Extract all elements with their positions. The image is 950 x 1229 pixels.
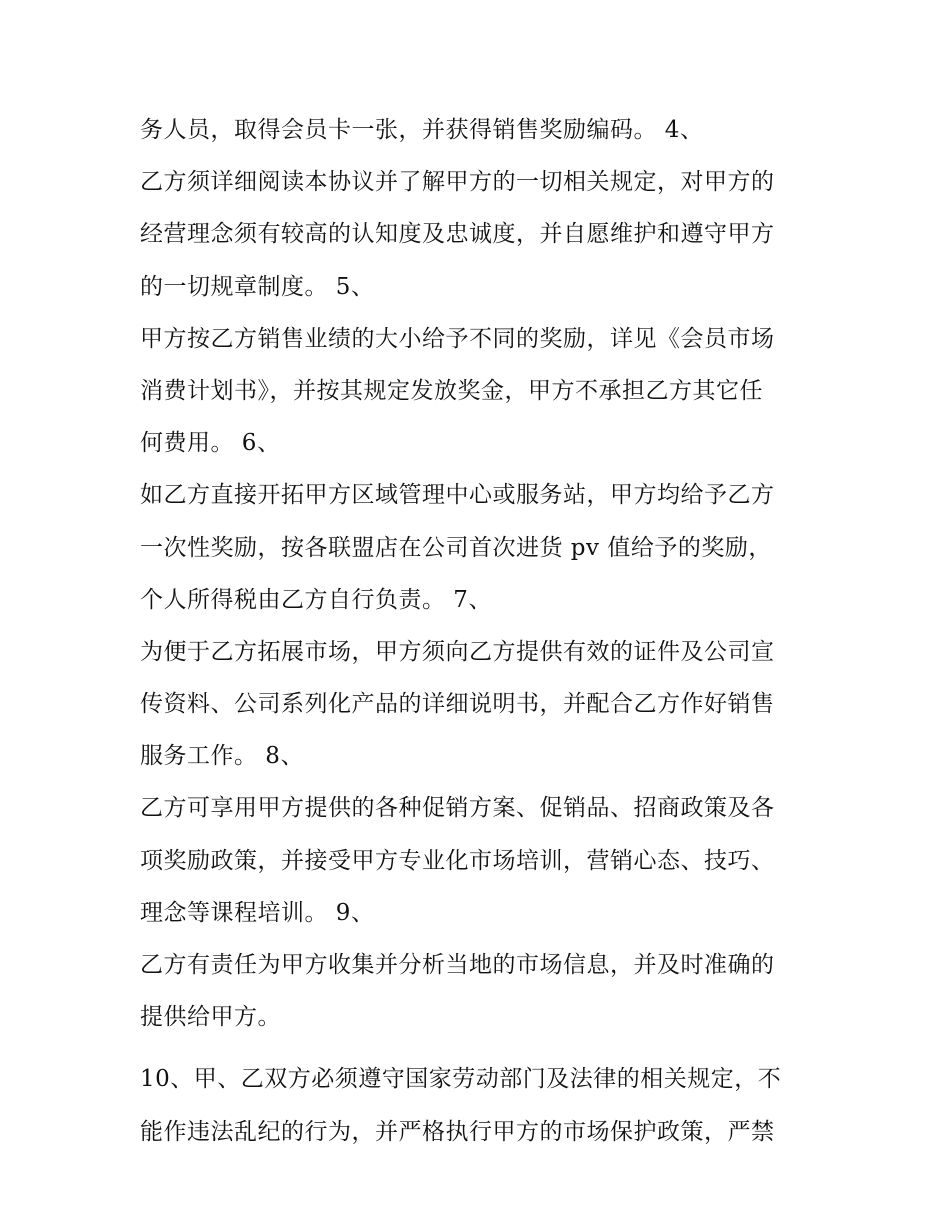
text-line: 如乙方直接开拓甲方区域管理中心或服务站，甲方均给予乙方 xyxy=(140,482,775,509)
text-line: 的一切规章制度。 5、 xyxy=(140,273,375,300)
document-body xyxy=(140,104,820,1158)
text-line: 提供给甲方。 xyxy=(140,1004,281,1031)
text-line: 务人员，取得会员卡一张，并获得销售奖励编码。 4、 xyxy=(140,117,704,143)
text-line: 甲方按乙方销售业绩的大小给予不同的奖励，详见《会员市场 xyxy=(140,325,775,352)
text-line: 乙方有责任为甲方收集并分析当地的市场信息，并及时准确的 xyxy=(140,952,775,978)
text-line: 个人所得税由乙方自行负责。 7、 xyxy=(140,586,492,613)
text-line: 何费用。 6、 xyxy=(140,430,281,457)
text-line: 能作违法乱纪的行为，并严格执行甲方的市场保护政策，严禁 xyxy=(140,1118,775,1145)
text-line: 理念等课程培训。 9、 xyxy=(140,899,375,926)
text-line: 10、甲、乙双方必须遵守国家劳动部门及法律的相关规定，不 xyxy=(140,1066,782,1093)
text-line: 乙方可享用甲方提供的各种促销方案、促销品、招商政策及各 xyxy=(140,795,775,822)
text-line: 服务工作。 8、 xyxy=(140,743,304,770)
text-line: 传资料、公司系列化产品的详细说明书，并配合乙方作好销售 xyxy=(140,691,775,718)
text-line: 项奖励政策，并接受甲方专业化市场培训，营销心态、技巧、 xyxy=(140,847,775,874)
text-line: 乙方须详细阅读本协议并了解甲方的一切相关规定，对甲方的 xyxy=(140,169,775,196)
text-line: 经营理念须有较高的认知度及忠诚度，并自愿维护和遵守甲方 xyxy=(140,221,775,248)
text-line: 消费计划书》，并按其规定发放奖金，甲方不承担乙方其它任 xyxy=(140,377,763,404)
text-line: 为便于乙方拓展市场，甲方须向乙方提供有效的证件及公司宣 xyxy=(140,638,775,665)
text-line: 一次性奖励，按各联盟店在公司首次进货 pv 值给予的奖励， xyxy=(140,534,772,561)
